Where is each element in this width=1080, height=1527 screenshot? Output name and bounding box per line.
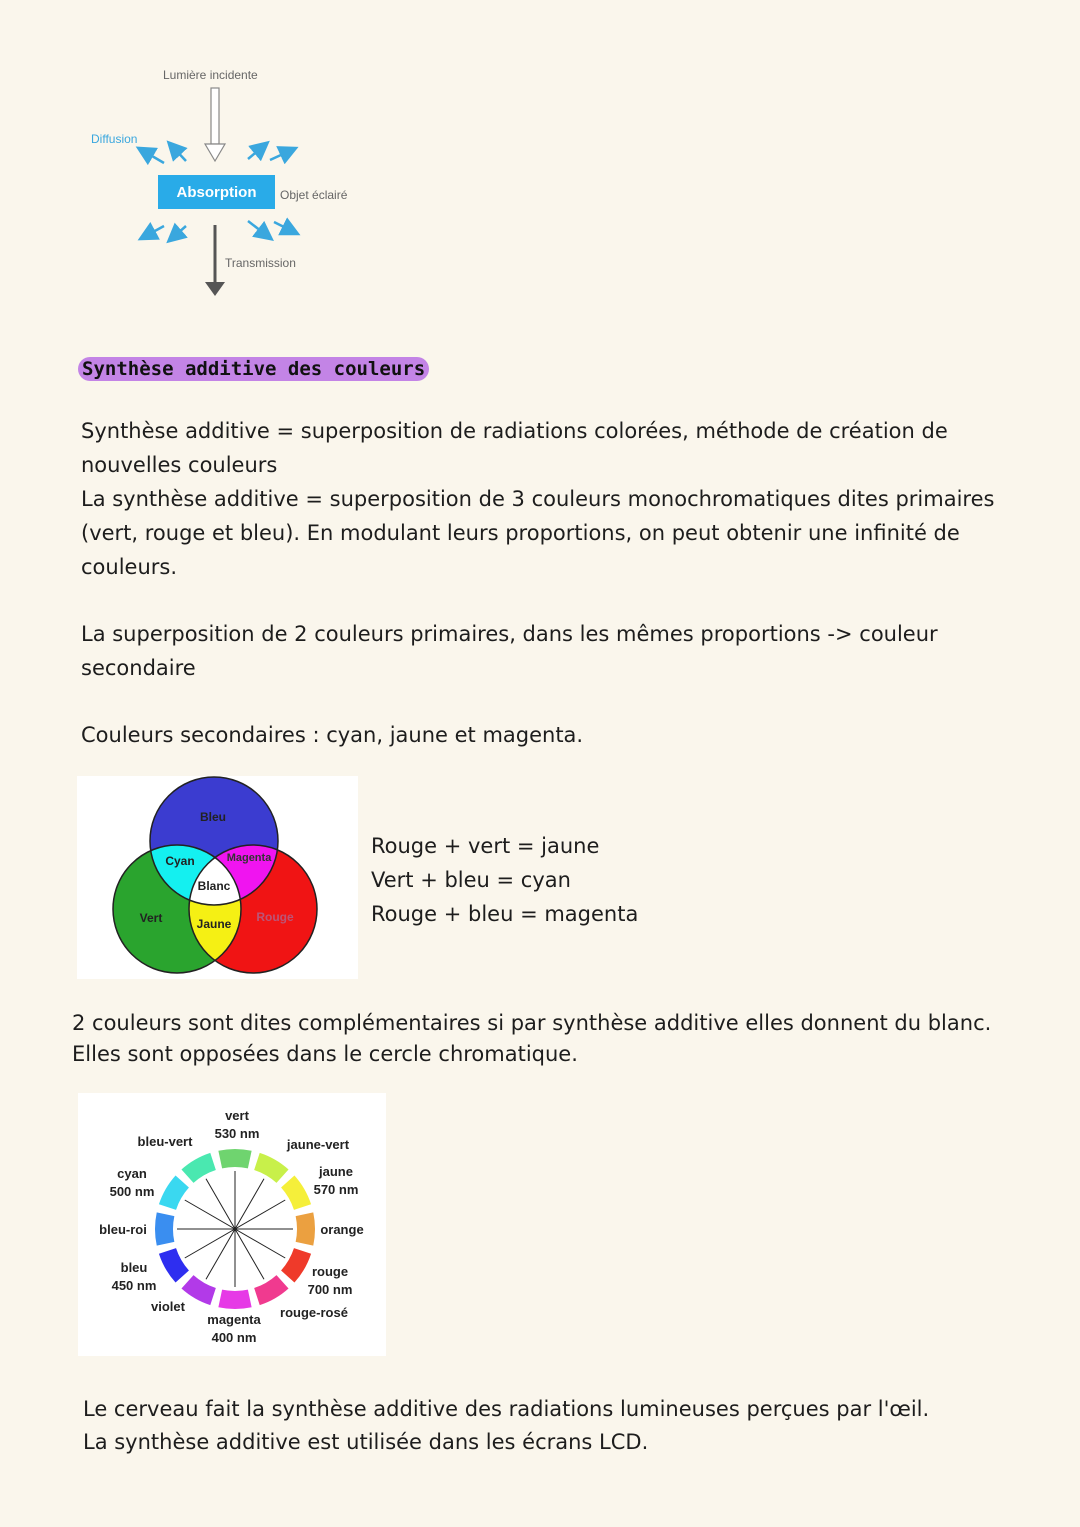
chromatic-wheel — [78, 1093, 386, 1356]
wheel-label-magenta: magenta 400 nm — [207, 1312, 261, 1345]
wheel-label-bleu-roi: bleu-roi — [99, 1222, 147, 1237]
section-title: Synthèse additive des couleurs — [78, 357, 429, 381]
text-line: (vert, rouge et bleu). En modulant leurs proportions, on peut obtenir une infinité de — [81, 521, 960, 545]
text-line: couleurs. — [81, 555, 178, 579]
paragraph-secondary — [81, 617, 1041, 685]
wheel-segment-vert — [218, 1149, 251, 1168]
text-line: La synthèse additive est utilisée dans les écrans LCD. — [83, 1430, 649, 1454]
wheel-label-cyan: cyan 500 nm — [109, 1166, 155, 1199]
transmission-arrow-icon — [205, 225, 225, 296]
paragraph-secondary-colors — [81, 718, 1041, 752]
text-line: 2 couleurs sont dites complémentaires si par synthèse additive elles donnent du blanc. — [72, 1011, 992, 1035]
equation-line: Vert + bleu = cyan — [371, 868, 571, 892]
wheel-segment-cyan — [159, 1175, 189, 1209]
text-line: Synthèse additive = superposition de radiations colorées, méthode de création de — [81, 419, 948, 443]
wheel-label-bleu-vert: bleu-vert — [137, 1134, 193, 1149]
venn-green-label: Vert — [139, 911, 163, 925]
text-line: La synthèse additive = superposition de 3 couleurs monochromatiques dites primaires — [81, 487, 995, 511]
additive-venn-diagram — [77, 776, 358, 979]
diffusion-label: Diffusion — [91, 132, 138, 146]
paragraph-brain-lcd — [83, 1393, 1043, 1459]
text-line: nouvelles couleurs — [81, 453, 278, 477]
text-line: Elles sont opposées dans le cercle chromatique. — [72, 1042, 578, 1066]
venn-magenta-label: Magenta — [226, 852, 272, 864]
equations-list — [371, 829, 638, 931]
equation-line: Rouge + bleu = magenta — [371, 902, 639, 926]
wheel-segment-bleu-vert — [181, 1153, 215, 1183]
wheel-label-bleu: bleu 450 nm — [111, 1260, 157, 1293]
venn-blue-label: Bleu — [199, 810, 226, 824]
text-line: secondaire — [81, 656, 196, 680]
object-label: Objet éclairé — [280, 188, 348, 202]
wheel-label-vert: vert 530 nm — [214, 1108, 260, 1141]
incident-arrow-icon — [205, 88, 225, 161]
wheel-segment-magenta — [218, 1290, 251, 1309]
incident-label: Lumière incidente — [163, 68, 258, 82]
wheel-segment-orange — [296, 1212, 315, 1245]
wheel-segment-rouge-rose — [254, 1275, 288, 1305]
transmission-label: Transmission — [225, 256, 296, 270]
wheel-label-rouge-rose: rouge-rosé — [280, 1305, 348, 1320]
text-line: Le cerveau fait la synthèse additive des radiations lumineuses perçues par l'œil. — [83, 1397, 930, 1421]
paragraph-complementary — [72, 1008, 1062, 1070]
wheel-label-rouge: rouge 700 nm — [307, 1264, 353, 1297]
text-line: La superposition de 2 couleurs primaires, dans les mêmes proportions -> couleur — [81, 622, 938, 646]
wheel-segment-jaune-vert — [254, 1153, 288, 1183]
venn-red-label: Rouge — [256, 910, 294, 924]
venn-yellow-label: Jaune — [196, 917, 232, 931]
wheel-label-orange: orange — [320, 1222, 364, 1237]
venn-cyan-label: Cyan — [165, 854, 195, 868]
text-line: Couleurs secondaires : cyan, jaune et magenta. — [81, 723, 584, 747]
wheel-label-jaune: jaune 570 nm — [313, 1164, 359, 1197]
paragraph-definition — [81, 414, 1041, 584]
wheel-label-violet: violet — [151, 1299, 185, 1314]
venn-white-label: Blanc — [197, 879, 231, 893]
wheel-segment-bleu-roi — [155, 1212, 174, 1245]
absorption-box: Absorption — [158, 175, 275, 209]
equation-line: Rouge + vert = jaune — [371, 834, 600, 858]
wheel-label-jaune-vert: jaune-vert — [286, 1137, 350, 1152]
